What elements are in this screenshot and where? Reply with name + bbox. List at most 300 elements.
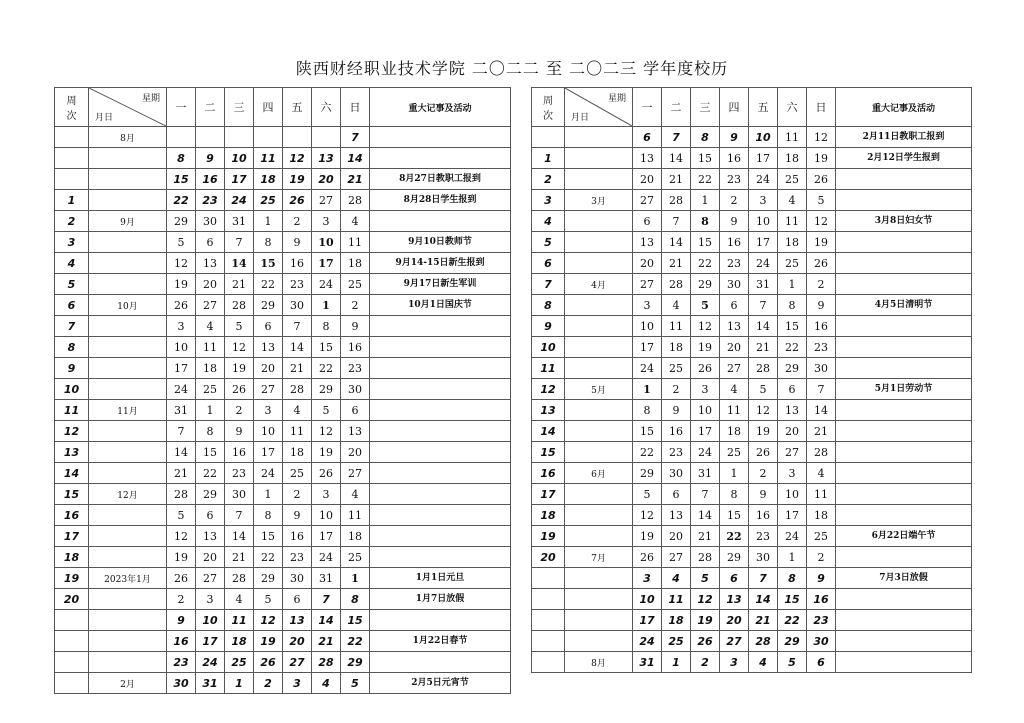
day-cell: 20	[254, 358, 283, 379]
calendar-row	[532, 463, 972, 484]
event-cell	[370, 379, 511, 400]
day-cell: 26	[225, 379, 254, 400]
calendar-row	[55, 568, 511, 589]
week-number	[55, 673, 89, 694]
week-number: 18	[532, 505, 565, 526]
day-cell: 18	[807, 505, 836, 526]
day-cell: 4	[225, 589, 254, 610]
day-cell: 3	[749, 190, 778, 211]
week-number	[55, 148, 89, 169]
calendar-row	[532, 253, 972, 274]
day-cell: 4	[662, 568, 691, 589]
day-cell: 3	[691, 379, 720, 400]
day-cell: 27	[196, 295, 225, 316]
week-number: 11	[532, 358, 565, 379]
calendar-row	[55, 610, 511, 631]
day-cell: 6	[720, 295, 749, 316]
calendar-row	[55, 232, 511, 253]
day-cell: 7	[749, 568, 778, 589]
day-cell: 20	[312, 169, 341, 190]
day-cell: 9	[167, 610, 196, 631]
day-cell: 16	[196, 169, 225, 190]
calendar-row	[55, 652, 511, 673]
calendar-row	[532, 232, 972, 253]
day-cell: 6	[283, 589, 312, 610]
day-cell: 1	[254, 211, 283, 232]
day-cell: 30	[341, 379, 370, 400]
weekday-header: 日	[341, 88, 370, 127]
day-cell: 13	[283, 610, 312, 631]
day-cell: 4	[807, 463, 836, 484]
day-cell: 5	[254, 589, 283, 610]
day-cell: 29	[312, 379, 341, 400]
event-cell: 8月27日教职工报到	[370, 169, 511, 190]
day-cell: 28	[749, 631, 778, 652]
weekday-header: 四	[254, 88, 283, 127]
week-number: 6	[55, 295, 89, 316]
event-cell	[836, 190, 972, 211]
calendar-row	[55, 253, 511, 274]
month-label	[565, 337, 633, 358]
day-cell: 18	[662, 610, 691, 631]
day-cell: 30	[720, 274, 749, 295]
day-cell: 16	[807, 589, 836, 610]
day-cell: 23	[720, 169, 749, 190]
day-cell: 12	[312, 421, 341, 442]
events-header: 重大记事及活动	[836, 88, 972, 127]
day-cell: 2	[283, 211, 312, 232]
calendar-row	[532, 631, 972, 652]
day-cell: 26	[254, 652, 283, 673]
day-cell: 7	[691, 484, 720, 505]
week-number: 3	[55, 232, 89, 253]
day-cell: 26	[283, 190, 312, 211]
day-cell: 8	[778, 568, 807, 589]
day-cell: 10	[778, 484, 807, 505]
event-cell	[370, 358, 511, 379]
event-cell: 10月1日国庆节	[370, 295, 511, 316]
week-number: 8	[532, 295, 565, 316]
day-cell: 27	[196, 568, 225, 589]
week-number: 1	[532, 148, 565, 169]
day-cell: 29	[167, 211, 196, 232]
day-cell: 28	[225, 295, 254, 316]
day-cell: 9	[283, 505, 312, 526]
calendar-row	[55, 337, 511, 358]
day-cell: 3	[312, 211, 341, 232]
day-cell: 24	[749, 253, 778, 274]
day-cell: 8	[691, 127, 720, 148]
day-cell: 27	[633, 190, 662, 211]
day-cell: 5	[691, 295, 720, 316]
day-cell: 15	[778, 589, 807, 610]
calendar-row	[532, 337, 972, 358]
event-cell: 1月7日放假	[370, 589, 511, 610]
event-cell	[370, 400, 511, 421]
day-cell: 6	[633, 127, 662, 148]
week-number: 5	[55, 274, 89, 295]
day-cell: 12	[633, 505, 662, 526]
day-cell: 10	[312, 232, 341, 253]
event-cell	[836, 421, 972, 442]
day-cell: 30	[662, 463, 691, 484]
week-number: 19	[55, 568, 89, 589]
month-label	[89, 253, 167, 274]
day-cell: 13	[196, 253, 225, 274]
calendar-row	[532, 274, 972, 295]
event-cell	[836, 589, 972, 610]
day-cell: 4	[341, 484, 370, 505]
day-cell: 8	[254, 232, 283, 253]
month-label: 6月	[565, 463, 633, 484]
day-cell: 8	[691, 211, 720, 232]
day-cell: 18	[225, 631, 254, 652]
day-cell: 23	[749, 526, 778, 547]
calendar-row	[55, 316, 511, 337]
day-cell: 18	[341, 526, 370, 547]
weekday-header: 四	[720, 88, 749, 127]
month-label	[89, 652, 167, 673]
day-cell: 25	[196, 379, 225, 400]
day-cell: 26	[167, 295, 196, 316]
weekday-header: 三	[691, 88, 720, 127]
month-label	[89, 505, 167, 526]
day-cell: 13	[662, 505, 691, 526]
day-cell: 26	[749, 442, 778, 463]
day-cell: 25	[778, 253, 807, 274]
day-cell: 21	[225, 547, 254, 568]
calendar-row	[532, 568, 972, 589]
day-cell: 10	[633, 589, 662, 610]
day-cell: 22	[312, 358, 341, 379]
day-cell: 5	[167, 232, 196, 253]
day-cell: 20	[720, 337, 749, 358]
day-cell: 26	[691, 631, 720, 652]
day-cell: 12	[225, 337, 254, 358]
day-cell: 9	[807, 568, 836, 589]
day-cell: 17	[778, 505, 807, 526]
event-cell: 6月22日端午节	[836, 526, 972, 547]
event-cell	[836, 652, 972, 673]
calendar-row	[532, 484, 972, 505]
week-number: 8	[55, 337, 89, 358]
day-cell: 8	[254, 505, 283, 526]
weekday-month-header	[565, 88, 633, 127]
day-cell: 11	[283, 421, 312, 442]
day-cell: 9	[225, 421, 254, 442]
day-cell: 23	[225, 463, 254, 484]
day-cell: 6	[196, 232, 225, 253]
weekday-header: 六	[312, 88, 341, 127]
day-cell: 1	[778, 547, 807, 568]
calendar-row	[532, 400, 972, 421]
month-label	[89, 421, 167, 442]
day-cell: 28	[225, 568, 254, 589]
day-cell: 14	[283, 337, 312, 358]
day-cell: 2	[720, 190, 749, 211]
day-cell: 16	[283, 526, 312, 547]
day-cell: 16	[167, 631, 196, 652]
month-label: 2023年1月	[89, 568, 167, 589]
event-cell	[370, 526, 511, 547]
month-label	[89, 589, 167, 610]
month-label: 12月	[89, 484, 167, 505]
day-cell: 10	[691, 400, 720, 421]
day-cell: 8	[720, 484, 749, 505]
day-cell	[283, 127, 312, 148]
calendar-row	[55, 127, 511, 148]
day-cell: 14	[167, 442, 196, 463]
week-number: 15	[532, 442, 565, 463]
event-cell	[370, 127, 511, 148]
weekday-header: 六	[778, 88, 807, 127]
day-cell: 29	[341, 652, 370, 673]
day-cell: 30	[196, 211, 225, 232]
day-cell: 4	[283, 400, 312, 421]
event-cell	[836, 631, 972, 652]
event-cell	[836, 505, 972, 526]
day-cell: 2	[283, 484, 312, 505]
day-cell: 1	[662, 652, 691, 673]
event-cell: 9月10日教师节	[370, 232, 511, 253]
day-cell	[225, 127, 254, 148]
week-number: 7	[55, 316, 89, 337]
event-cell	[836, 400, 972, 421]
day-cell: 11	[341, 505, 370, 526]
event-cell	[836, 610, 972, 631]
day-cell: 31	[749, 274, 778, 295]
month-label: 7月	[565, 547, 633, 568]
day-cell: 23	[196, 190, 225, 211]
calendar-table-left	[54, 87, 511, 694]
day-cell: 12	[691, 589, 720, 610]
day-cell: 24	[778, 526, 807, 547]
day-cell: 13	[720, 316, 749, 337]
day-cell: 21	[225, 274, 254, 295]
day-cell: 10	[749, 211, 778, 232]
event-cell	[370, 316, 511, 337]
month-label: 9月	[89, 211, 167, 232]
day-cell: 20	[196, 274, 225, 295]
day-cell: 29	[778, 358, 807, 379]
event-cell	[370, 547, 511, 568]
day-cell: 1	[341, 568, 370, 589]
month-label	[89, 169, 167, 190]
calendar-row	[532, 505, 972, 526]
day-cell: 24	[196, 652, 225, 673]
day-cell: 18	[720, 421, 749, 442]
day-cell: 12	[691, 316, 720, 337]
day-cell: 19	[283, 169, 312, 190]
day-cell: 21	[283, 358, 312, 379]
day-cell: 24	[691, 442, 720, 463]
calendar-row	[55, 463, 511, 484]
day-cell: 13	[633, 148, 662, 169]
day-cell: 14	[749, 316, 778, 337]
month-label	[565, 505, 633, 526]
day-cell: 14	[691, 505, 720, 526]
day-cell: 15	[778, 316, 807, 337]
day-cell: 1	[254, 484, 283, 505]
day-cell: 19	[691, 610, 720, 631]
day-cell: 15	[254, 526, 283, 547]
day-cell: 12	[167, 253, 196, 274]
day-cell: 9	[807, 295, 836, 316]
weekday-header: 一	[633, 88, 662, 127]
day-cell: 29	[720, 547, 749, 568]
day-cell: 2	[807, 547, 836, 568]
calendar-row	[55, 211, 511, 232]
day-cell: 2	[749, 463, 778, 484]
day-cell: 23	[720, 253, 749, 274]
day-cell: 12	[283, 148, 312, 169]
week-number: 11	[55, 400, 89, 421]
event-cell	[836, 232, 972, 253]
day-cell: 16	[720, 148, 749, 169]
month-label	[565, 169, 633, 190]
day-cell: 6	[662, 484, 691, 505]
day-cell: 17	[225, 169, 254, 190]
day-cell: 7	[807, 379, 836, 400]
week-number: 4	[55, 253, 89, 274]
calendar-row	[55, 547, 511, 568]
day-cell: 19	[312, 442, 341, 463]
day-cell: 17	[254, 442, 283, 463]
day-cell: 30	[283, 295, 312, 316]
day-cell: 2	[691, 652, 720, 673]
week-header-line2: 次	[66, 111, 77, 122]
week-number: 16	[532, 463, 565, 484]
week-number	[55, 652, 89, 673]
calendar-row	[55, 505, 511, 526]
day-cell: 9	[341, 316, 370, 337]
day-cell: 17	[167, 358, 196, 379]
month-label	[89, 148, 167, 169]
week-number	[55, 610, 89, 631]
event-cell: 2月11日教职工报到	[836, 127, 972, 148]
day-cell: 6	[778, 379, 807, 400]
day-cell: 21	[662, 253, 691, 274]
month-label	[89, 190, 167, 211]
day-cell: 22	[720, 526, 749, 547]
calendar-row	[55, 631, 511, 652]
calendar-row	[55, 484, 511, 505]
day-cell: 31	[312, 568, 341, 589]
weekday-label: 星期	[141, 94, 160, 104]
day-cell: 11	[778, 127, 807, 148]
day-cell: 8	[167, 148, 196, 169]
day-cell: 21	[167, 463, 196, 484]
day-cell: 4	[196, 316, 225, 337]
day-cell: 28	[341, 190, 370, 211]
day-cell: 28	[283, 379, 312, 400]
day-cell: 8	[312, 316, 341, 337]
weekday-header: 二	[662, 88, 691, 127]
day-cell: 12	[807, 127, 836, 148]
calendar-row	[532, 379, 972, 400]
day-cell: 21	[691, 526, 720, 547]
calendar-table-right	[531, 87, 972, 673]
calendar-row	[532, 316, 972, 337]
day-cell	[167, 127, 196, 148]
month-label	[89, 610, 167, 631]
event-cell	[836, 484, 972, 505]
month-label: 8月	[89, 127, 167, 148]
event-cell: 2月12日学生报到	[836, 148, 972, 169]
event-cell: 2月5日元宵节	[370, 673, 511, 694]
day-cell: 2	[807, 274, 836, 295]
calendar-row	[532, 169, 972, 190]
day-cell: 27	[720, 631, 749, 652]
week-number: 12	[55, 421, 89, 442]
day-cell: 3	[720, 652, 749, 673]
calendar-row	[532, 421, 972, 442]
month-label	[565, 631, 633, 652]
day-cell: 12	[254, 610, 283, 631]
weekday-header: 五	[283, 88, 312, 127]
event-cell: 7月3日放假	[836, 568, 972, 589]
day-cell: 18	[778, 232, 807, 253]
month-label	[565, 127, 633, 148]
day-cell: 14	[662, 232, 691, 253]
day-cell: 20	[778, 421, 807, 442]
day-cell: 3	[312, 484, 341, 505]
month-label	[89, 631, 167, 652]
event-cell	[836, 253, 972, 274]
day-cell: 3	[778, 463, 807, 484]
week-number: 18	[55, 547, 89, 568]
day-cell: 19	[254, 631, 283, 652]
day-cell: 17	[312, 526, 341, 547]
day-cell: 11	[225, 610, 254, 631]
calendar-row	[532, 610, 972, 631]
calendar-row	[55, 358, 511, 379]
day-cell: 9	[720, 127, 749, 148]
week-number: 17	[532, 484, 565, 505]
day-cell: 16	[225, 442, 254, 463]
event-cell	[836, 547, 972, 568]
event-cell: 1月1日元旦	[370, 568, 511, 589]
month-label	[565, 211, 633, 232]
day-cell: 12	[167, 526, 196, 547]
day-cell: 13	[196, 526, 225, 547]
day-cell: 3	[254, 400, 283, 421]
calendar-row	[55, 421, 511, 442]
day-cell: 3	[167, 316, 196, 337]
day-cell: 3	[196, 589, 225, 610]
week-number	[532, 610, 565, 631]
day-cell: 9	[749, 484, 778, 505]
day-cell: 14	[341, 148, 370, 169]
week-number: 10	[55, 379, 89, 400]
month-label	[565, 589, 633, 610]
calendar-row	[55, 589, 511, 610]
month-label	[89, 274, 167, 295]
event-cell	[836, 463, 972, 484]
week-number: 13	[55, 442, 89, 463]
calendar-row	[532, 127, 972, 148]
day-cell: 25	[662, 358, 691, 379]
day-cell: 16	[341, 337, 370, 358]
day-cell: 30	[749, 547, 778, 568]
page-title: 陕西财经职业技术学院 二〇二二 至 二〇二三 学年度校历	[295, 59, 729, 78]
week-number: 5	[532, 232, 565, 253]
day-cell: 24	[254, 463, 283, 484]
day-cell: 1	[633, 379, 662, 400]
month-day-label: 月日	[571, 113, 590, 123]
day-cell: 22	[167, 190, 196, 211]
month-label	[89, 526, 167, 547]
